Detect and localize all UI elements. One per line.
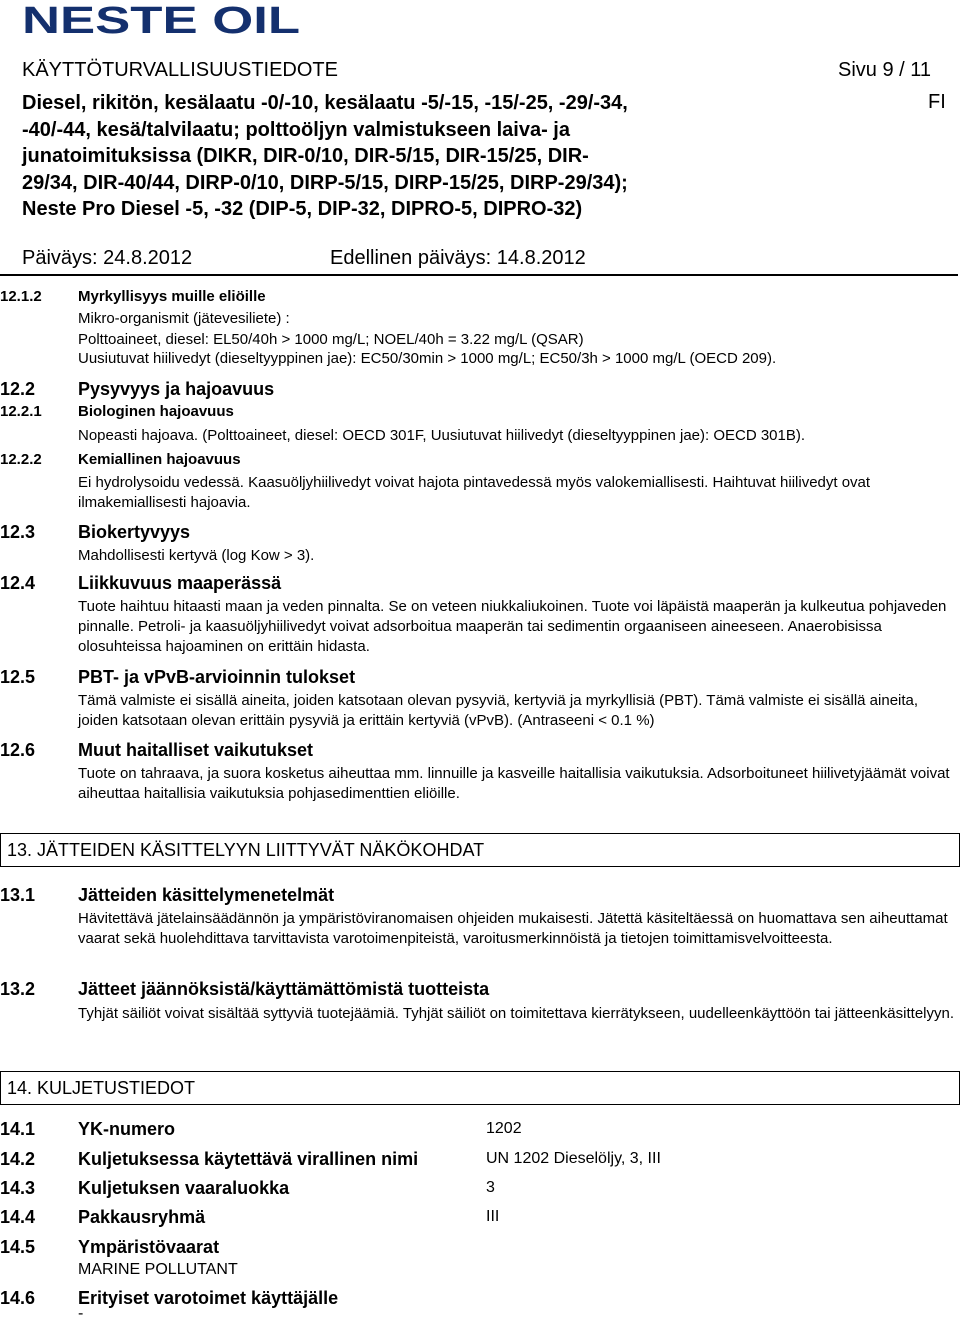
- transport-field-label: Erityiset varotoimet käyttäjälle: [78, 1288, 339, 1308]
- section-number: 13.1: [0, 885, 36, 905]
- subsection-heading: Jätteiden käsittelymenetelmät: [78, 885, 335, 905]
- section-number: 12.6: [0, 740, 36, 760]
- transport-field-value: -: [78, 1305, 84, 1322]
- subsection-heading: Myrkyllisyys muille eliöille: [78, 288, 266, 305]
- section-number: 13.2: [0, 979, 36, 999]
- previous-revision-date: Edellinen päiväys: 14.8.2012: [330, 247, 586, 269]
- document-type: KÄYTTÖTURVALLISUUSTIEDOTE: [22, 59, 338, 81]
- section-number: 14.6: [0, 1288, 36, 1308]
- transport-field-value: 3: [486, 1179, 495, 1196]
- language-code: FI: [928, 91, 946, 113]
- subsection-heading: Jätteet jäännöksistä/käyttämättömistä tuotteista: [78, 979, 490, 999]
- section-number: 12.1.2: [0, 288, 42, 305]
- body-text: Hävitettävä jätelainsäädännön ja ympäristöviranomaisen ohjeiden mukaisesti. Jätettä käsiteltäessä on huomattava sen aiheuttamat vaarat sekä huolehdittava tarvittavista varotoimenpiteistä, varoitusmerkinnöistä ja tietojen toimittamisvelvoitteesta.: [78, 910, 948, 947]
- body-text: Tuote on tahraava, ja suora kosketus aiheuttaa mm. linnuille ja kasveille haitallisia vaikutuksia. Adsorboituneet hiilivetyjäämät voivat aiheuttaa haitallisia vaikutuksia pohjasedimenttien eliöille.: [78, 765, 950, 802]
- section-number: 12.2.2: [0, 451, 42, 468]
- transport-field-label: Kuljetuksessa käytettävä virallinen nimi: [78, 1149, 419, 1169]
- subsection-heading: Biologinen hajoavuus: [78, 403, 234, 420]
- transport-field-label: Ympäristövaarat: [78, 1237, 220, 1257]
- section-title-bar: 13. JÄTTEIDEN KÄSITTELYYN LIITTYVÄT NÄKÖKOHDAT: [0, 833, 960, 867]
- subsection-heading: Liikkuvuus maaperässä: [78, 573, 282, 593]
- transport-field-value: III: [486, 1208, 500, 1225]
- header-divider: [0, 274, 958, 276]
- body-text: Nopeasti hajoava. (Polttoaineet, diesel: OECD 301F, Uusiutuvat hiilivedyt (dieseltyyppinen jae): OECD 301B).: [78, 427, 806, 444]
- transport-field-label: YK-numero: [78, 1119, 176, 1139]
- product-title: Diesel, rikitön, kesälaatu -0/-10, kesälaatu -5/-15, -15/-25, -29/-34, -40/-44, kesä/talvilaatu; polttoöljyn valmistukseen laiva- ja junatoimituksissa (DIKR, DIR-0/10, DIR-5/15, DIR-15/25, DIR-29/34, DIR-40/44, DIRP-0/10, DIRP-5/15, DIRP-15/25, DIRP-29/34); Neste Pro Diesel -5, -32 (DIP-5, DIP-32, DIPRO-5, DIPRO-32): [22, 92, 628, 220]
- section-number: 14.3: [0, 1178, 36, 1198]
- subsection-heading: Pysyvyys ja hajoavuus: [78, 379, 275, 399]
- section-number: 12.3: [0, 522, 36, 542]
- subsection-heading: Biokertyvyys: [78, 522, 191, 542]
- transport-field-value: UN 1202 Dieselöljy, 3, III: [486, 1150, 661, 1167]
- neste-oil-logo: [22, 2, 302, 38]
- body-text: Ei hydrolysoidu vedessä. Kaasuöljyhiilivedyt voivat hajota pintavedessä myös valokemiallisesti. Haihtuvat hiilivedyt ovat ilmakemiallisesti hajoavia.: [78, 474, 871, 511]
- section-number: 14.2: [0, 1149, 36, 1169]
- body-text: Mikro-organismit (jätevesiliete) :: [78, 310, 290, 327]
- section-number: 14.1: [0, 1119, 36, 1139]
- section-number: 12.2.1: [0, 403, 42, 420]
- body-text: Tuote haihtuu hitaasti maan ja veden pinnalta. Se on veteen niukkaliukoinen. Tuote voi läpäistä maaperän ja kulkeutua pohjaveden pinnalle. Petroli- ja kaasuöljyhiilivedyt voivat adsorboitua maaperän tai sedimentin orgaaniseen aineeseen. Anaerobisissa olosuhteissa hajoaminen on erittäin hidasta.: [78, 598, 947, 655]
- logo-text: NESTE OIL: [22, 2, 300, 38]
- subsection-heading: PBT- ja vPvB-arvioinnin tulokset: [78, 667, 356, 687]
- subsection-heading: Muut haitalliset vaikutukset: [78, 740, 314, 760]
- section-number: 12.2: [0, 379, 36, 399]
- subsection-heading: Kemiallinen hajoavuus: [78, 451, 241, 468]
- transport-field-label: Kuljetuksen vaaraluokka: [78, 1178, 290, 1198]
- transport-field-label: Pakkausryhmä: [78, 1207, 206, 1227]
- section-number: 12.5: [0, 667, 36, 687]
- transport-field-value: 1202: [486, 1120, 522, 1137]
- section-number: 14.5: [0, 1237, 36, 1257]
- section-number: 12.4: [0, 573, 36, 593]
- body-text: Tämä valmiste ei sisällä aineita, joiden katsotaan olevan pysyviä, kertyviä ja myrkyllisiä (PBT). Tämä valmiste ei sisällä aineita, joiden katsotaan olevan erittäin pysyviä ja erittäin kertyviä (vPvB). (Antraseeni < 0.1 %): [78, 692, 919, 729]
- body-text: Mahdollisesti kertyvä (log Kow > 3).: [78, 547, 315, 564]
- transport-field-value: MARINE POLLUTANT: [78, 1261, 238, 1278]
- section-title-bar: 14. KULJETUSTIEDOT: [0, 1071, 960, 1105]
- revision-date: Päiväys: 24.8.2012: [22, 247, 193, 269]
- body-text: Polttoaineet, diesel: EL50/40h > 1000 mg/L; NOEL/40h = 3.22 mg/L (QSAR): [78, 331, 584, 348]
- page-info: Sivu 9 / 11: [838, 59, 932, 81]
- section-number: 14.4: [0, 1207, 36, 1227]
- body-text: Uusiutuvat hiilivedyt (dieseltyyppinen jae): EC50/30min > 1000 mg/L; EC50/3h > 1000 mg/L (OECD 209).: [78, 350, 777, 367]
- body-text: Tyhjät säiliöt voivat sisältää syttyviä tuotejäämiä. Tyhjät säiliöt on toimitettava kierrätykseen, uudelleenkäyttöön tai jätteenkäsittelyyn.: [78, 1005, 955, 1022]
